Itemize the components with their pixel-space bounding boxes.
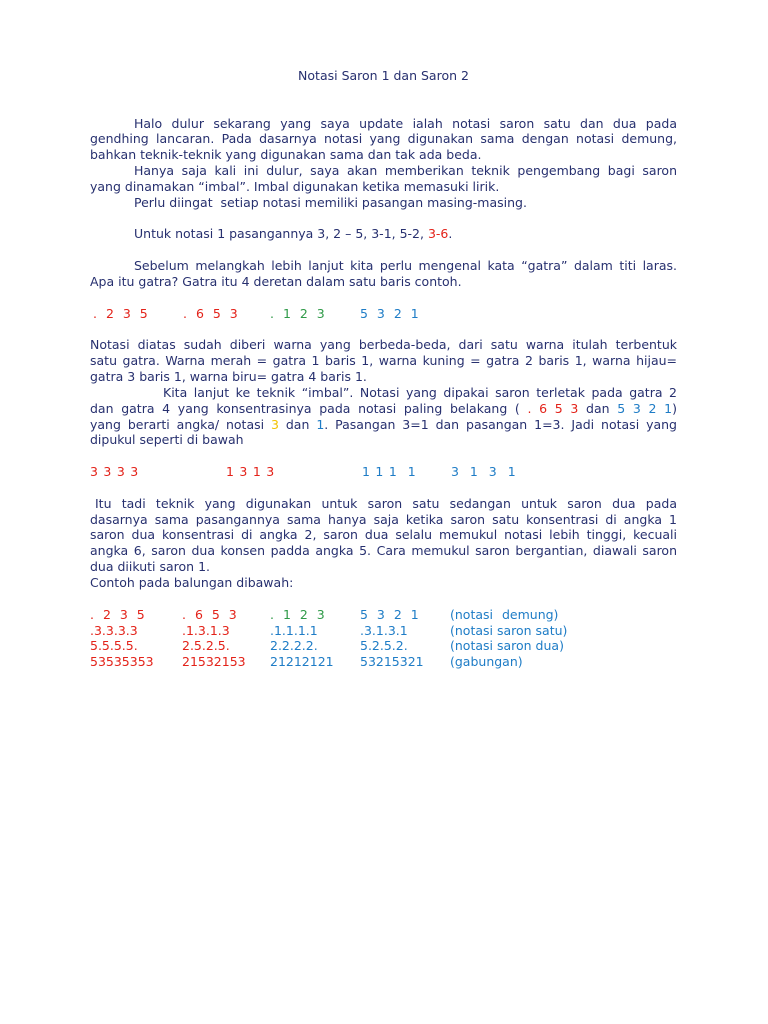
balungan-cell: 5 3 2 1 [360, 606, 419, 622]
explanation-pair-line [90, 417, 677, 433]
pair-note-3: 3 [271, 416, 279, 432]
balungan-cell: .1.1.1.1 [270, 622, 318, 638]
explanation-line: satu gatra. Warna merah = gatra 1 baris 1, warna kuning = gatra 2 baris 1, warna hijau= [90, 353, 677, 369]
blank-line [90, 290, 677, 306]
blank-line [90, 84, 677, 100]
pair-middle: dan [278, 416, 317, 432]
balungan-cell: 53215321 [360, 654, 424, 670]
gatra-example-row [90, 306, 677, 322]
balungan-cell: 53535353 [90, 654, 154, 670]
balungan-cell: 5.2.5.2. [360, 638, 408, 654]
balungan-row [90, 638, 677, 654]
saron-dua-line: dua diikuti saron 1. [90, 559, 211, 575]
pair-after: . Pasangan 3=1 dan pasangan 1=3. Jadi notasi yang [324, 416, 677, 432]
balungan-cell: . 2 3 5 [90, 606, 145, 622]
gatra-2-notation: . 6 5 3 [183, 305, 238, 321]
focus-after: ) [672, 400, 677, 416]
saron-dua-line: Itu tadi teknik yang digunakan untuk saron satu sedangan untuk saron dua pada [95, 495, 677, 511]
balungan-row-label: (notasi demung) [450, 606, 559, 622]
explanation-line: dipukul seperti di bawah [90, 432, 244, 448]
balungan-row-label: (notasi saron satu) [450, 622, 568, 638]
gatra-intro-line: Apa itu gatra? Gatra itu 4 deretan dalam satu baris contoh. [90, 273, 462, 289]
balungan-row [90, 607, 677, 623]
saron-dua-line: angka 6, saron dua konsen padda angka 5. Cara memukul saron bergantian, diawali saron [90, 543, 677, 559]
blank-line [90, 591, 677, 607]
intro-line: Hanya saja kali ini dulur, saya akan memberikan teknik pengembang bagi saron [134, 163, 677, 179]
document-title: Notasi Saron 1 dan Saron 2 [298, 68, 469, 83]
imbal-notation: 1 3 1 3 [226, 464, 275, 480]
focus-gatra-4: 5 3 2 1 [617, 400, 673, 416]
imbal-notation: 3 1 3 1 [451, 464, 516, 480]
pair-before: yang berarti angka/ notasi [90, 416, 272, 432]
gatra-4-notation: 5 3 2 1 [360, 305, 419, 321]
intro-line: gendhing lancaran. Pada dasarnya notasi yang digunakan sama dengan notasi demung, [90, 131, 677, 147]
balungan-cell: . 6 5 3 [182, 606, 237, 622]
focus-gatra-2: . 6 5 3 [527, 400, 579, 416]
balungan-cell: 2.2.2.2. [270, 638, 318, 654]
intro-line: Halo dulur sekarang yang saya update ialah notasi saron satu dan dua pada [134, 115, 677, 131]
saron-dua-line: dasarnya sama pasangannya sama hanya saja ketika saron satu konsentrasi di angka 1 [90, 511, 677, 527]
focus-middle: dan [578, 400, 618, 416]
blank-line [90, 448, 677, 464]
gatra-3-notation: . 1 2 3 [270, 305, 325, 321]
document-body [90, 68, 677, 670]
blank-line [90, 242, 677, 258]
pairs-highlight: 3-6 [427, 226, 449, 242]
intro-line: bahkan teknik-teknik yang digunakan sama dan tak ada beda. [90, 147, 482, 163]
explanation-focus-line [90, 401, 677, 417]
imbal-example-row [90, 464, 677, 480]
balungan-row [90, 623, 677, 639]
balungan-cell: . 1 2 3 [270, 606, 325, 622]
blank-line [90, 211, 677, 227]
balungan-cell: 2.5.2.5. [182, 638, 230, 654]
blank-line [90, 480, 677, 496]
balungan-row [90, 654, 677, 670]
balungan-row-label: (gabungan) [450, 654, 523, 670]
explanation-line: gatra 3 baris 1, warna biru= gatra 4 baris 1. [90, 369, 367, 385]
pairs-end: . [448, 226, 453, 242]
blank-line [90, 100, 677, 116]
balungan-cell: .3.3.3.3 [90, 622, 138, 638]
balungan-cell: .1.3.1.3 [182, 622, 230, 638]
balungan-cell: 21532153 [182, 654, 246, 670]
imbal-notation: 3 3 3 3 [90, 464, 139, 480]
blank-line [90, 322, 677, 338]
pairs-text: Untuk notasi 1 pasangannya 3, 2 – 5, 3-1, 5-2, [134, 226, 428, 242]
gatra-1-notation: . 2 3 5 [93, 305, 148, 321]
pair-note-1: 1 [316, 416, 325, 432]
saron-dua-line: saron dua konsentrasi di angka 2, saron dua selalu memukul notasi lebih tinggi, kecuali [90, 527, 677, 543]
explanation-line: Kita lanjut ke teknik “imbal”. Notasi yang dipakai saron terletak pada gatra 2 [163, 384, 677, 400]
balungan-cell: 5.5.5.5. [90, 638, 138, 654]
balungan-row-label: (notasi saron dua) [450, 638, 564, 654]
pairs-line [90, 226, 677, 242]
intro-line: yang dinamakan “imbal”. Imbal digunakan ketika memasuki lirik. [90, 178, 500, 194]
balungan-cell: 21212121 [270, 654, 334, 670]
gatra-intro-line: Sebelum melangkah lebih lanjut kita perlu mengenal kata “gatra” dalam titi laras. [134, 258, 677, 274]
imbal-notation: 1 1 1 1 [362, 464, 416, 480]
saron-dua-line: Contoh pada balungan dibawah: [90, 575, 294, 590]
explanation-line: Notasi diatas sudah diberi warna yang berbeda-beda, dari satu warna itulah terbentuk [90, 337, 677, 353]
focus-before: dan gatra 4 yang konsentrasinya pada notasi paling belakang ( [90, 400, 528, 416]
intro-line: Perlu diingat setiap notasi memiliki pasangan masing-masing. [134, 194, 527, 210]
balungan-cell: .3.1.3.1 [360, 622, 408, 638]
